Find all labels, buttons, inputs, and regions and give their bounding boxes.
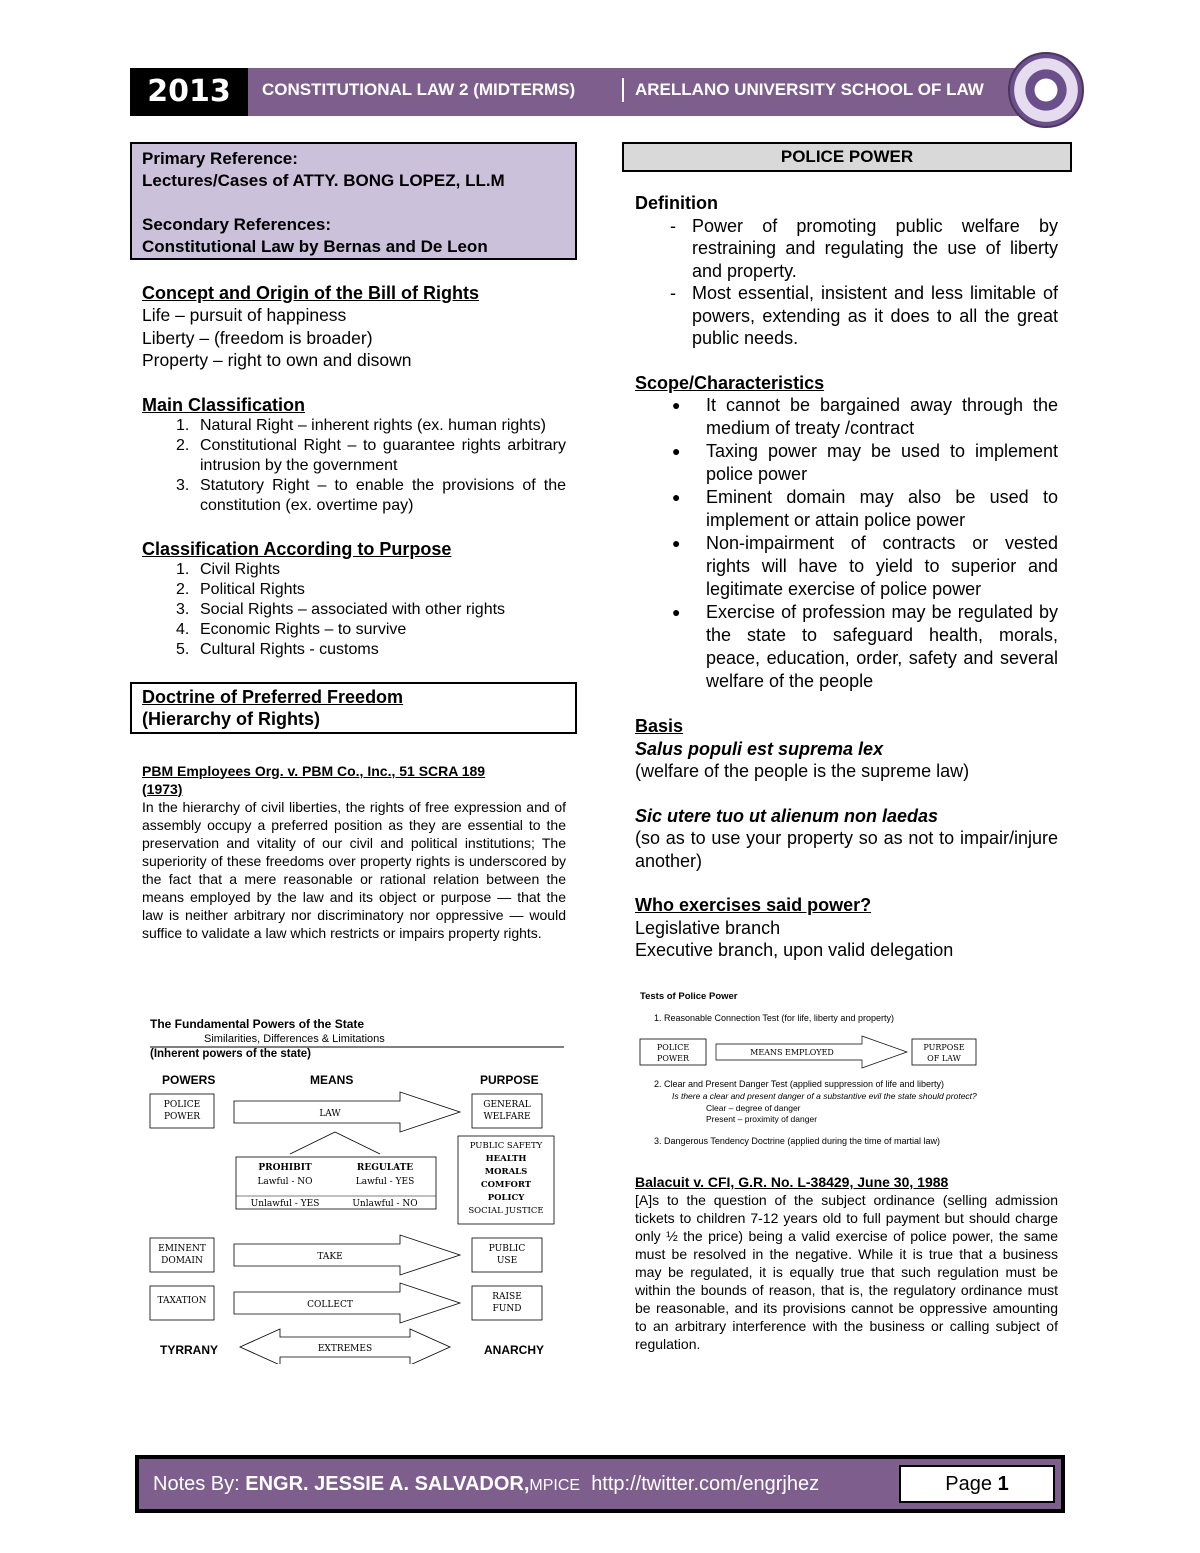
author-suffix: MPICE: [529, 1477, 581, 1494]
col-means: MEANS: [310, 1073, 354, 1087]
list-item: 5. Cultural Rights - customs: [176, 640, 379, 658]
list-item: 3. Social Rights – associated with other rights: [176, 600, 506, 618]
secondary-reference-value: Constitutional Law by Bernas and De Leon: [142, 237, 488, 256]
list-item: 3. Statutory Right – to enable the provisions of the constitution (ex. overtime pay): [176, 476, 566, 514]
primary-reference-value: Lectures/Cases of ATTY. BONG LOPEZ, LL.M: [142, 171, 505, 190]
list-item: - Power of promoting public welfare by restraining and regulating the use of liberty and property.: [670, 215, 1058, 281]
tests-means: MEANS EMPLOYED: [750, 1048, 834, 1057]
tests-police-2: POWER: [656, 1054, 690, 1063]
col-powers: POWERS: [162, 1073, 216, 1087]
diagram-title: The Fundamental Powers of the State: [150, 1017, 365, 1031]
concept-line: Liberty – (freedom is broader): [142, 327, 373, 348]
main-classification-title: Main Classification: [142, 394, 306, 415]
tests-purpose-1: PURPOSE: [923, 1043, 965, 1052]
pbm-case: [130, 762, 580, 942]
notes-by-label: Notes By:: [153, 1473, 246, 1495]
twitter-link[interactable]: http://twitter.com/engrjhez: [591, 1473, 820, 1495]
doctrine-title: Doctrine of Preferred Freedom: [142, 686, 404, 707]
tests-police-1: POLICE: [656, 1043, 690, 1052]
col-purpose: PURPOSE: [480, 1073, 539, 1087]
definition-title: Definition: [635, 193, 718, 213]
test-2: 2. Clear and Present Danger Test (applied suppression of life and liberty): [654, 1079, 944, 1089]
page-number-box: [899, 1465, 1055, 1503]
definition-list: [622, 215, 1072, 350]
tests-purpose-2: OF LAW: [927, 1054, 961, 1063]
footer-bar: [139, 1459, 1061, 1509]
general-label-1: GENERAL: [483, 1100, 531, 1110]
basis-title: Basis: [635, 716, 684, 736]
purpose-classification-list: [130, 560, 580, 660]
tests-diagram: [622, 984, 1072, 1164]
page-number: 1: [997, 1473, 1009, 1495]
police-label-1: POLICE: [163, 1100, 201, 1110]
maxim-1-meaning: (welfare of the people is the supreme law): [635, 761, 970, 781]
test-3: 3. Dangerous Tendency Doctrine (applied during the time of martial law): [654, 1136, 940, 1146]
prohibit-lawful: Lawful - NO: [257, 1177, 313, 1187]
taxation-label: TAXATION: [157, 1296, 207, 1306]
list-item: 1. Civil Rights: [176, 560, 281, 578]
case-title: PBM Employees Org. v. PBM Co., Inc., 51 SCRA 189: [142, 762, 486, 779]
list-item: ● Non-impairment of contracts or vested rights will have to yield to superior and legitimate exercise of police power: [672, 533, 1058, 599]
test-1: 1. Reasonable Connection Test (for life, liberty and property): [654, 1013, 894, 1023]
header-separator: [622, 78, 624, 102]
diagram-subtitle: Similarities, Differences & Limitations: [204, 1033, 385, 1045]
raise-label-2: FUND: [492, 1304, 522, 1314]
concept-line: Property – right to own and disown: [142, 350, 412, 370]
header-course: CONSTITUTIONAL LAW 2 (MIDTERMS): [262, 80, 576, 99]
list-item: 2. Constitutional Right – to guarantee rights arbitrary intrusion by the government: [176, 436, 566, 474]
list-item: ● It cannot be bargained away through the medium of treaty /contract: [672, 395, 1058, 438]
extremes-label: EXTREMES: [317, 1344, 373, 1354]
concept-line: Life – pursuit of happiness: [142, 305, 347, 325]
police-label-2: POWER: [163, 1112, 201, 1122]
list-item: 2. Political Rights: [176, 580, 305, 598]
balacuit-case: [622, 1173, 1072, 1353]
tyranny-label: TYRRANY: [160, 1343, 219, 1357]
doctrine-subtitle: (Hierarchy of Rights): [142, 708, 321, 729]
purpose-item: MORALS: [484, 1167, 528, 1177]
law-arrow: [234, 1092, 460, 1132]
list-item: 1. Natural Right – inherent rights (ex. human rights): [176, 416, 546, 434]
scope-list: [622, 394, 1072, 693]
maxim-1: Salus populi est suprema lex: [635, 738, 884, 759]
raise-label-1: RAISE: [492, 1292, 522, 1302]
eminent-label-2: DOMAIN: [161, 1256, 203, 1266]
list-item: 4. Economic Rights – to survive: [176, 620, 407, 638]
doctrine-box: [130, 682, 577, 734]
police-power-box: POLICE POWER: [622, 142, 1072, 172]
maxim-2: Sic utere tuo ut alienum non laedas: [635, 805, 939, 826]
list-item: ● Taxing power may be used to implement police power: [672, 441, 1058, 484]
right-column: [622, 142, 1072, 1352]
maxim-2-meaning: (so as to use your property so as not to impair/injure another): [635, 828, 1058, 871]
purpose-item: PUBLIC SAFETY: [469, 1141, 543, 1151]
case-title: Balacuit v. CFI, G.R. No. L-38429, June 30, 1988: [635, 1174, 949, 1190]
who-title: Who exercises said power?: [635, 895, 872, 915]
who-line: Legislative branch: [635, 917, 781, 938]
collect-label: COLLECT: [307, 1300, 353, 1310]
public-label-2: USE: [496, 1256, 518, 1266]
left-column: [130, 142, 580, 1357]
list-item: ● Exercise of profession may be regulated by the state to safeguard health, morals, peace, education, order, safety and several welfare of the people: [672, 602, 1058, 691]
page-footer: [135, 1455, 1065, 1513]
regulate-unlawful: Unlawful - NO: [352, 1199, 418, 1209]
concept-title: Concept and Origin of the Bill of Rights: [142, 283, 479, 303]
tests-title: Tests of Police Power: [640, 991, 738, 1002]
who-line: Executive branch, upon valid delegation: [635, 940, 954, 960]
fundamental-powers-diagram: [130, 1014, 580, 1364]
case-body: [A]s to the question of the subject ordinance (selling admission tickets to children 7-12 years old to full payment but should charge only ½ the price) being a valid exercise of police power, the same must be resolved in the negative. While it is true that a business may be regulated, it is equally true that such regulation must be within the bounds of reason, that is, the regulatory ordinance must be reasonable, and its provisions cannot be oppressive amounting to an arbitrary interference with the business or calling subject of regulation.: [635, 1192, 1058, 1352]
main-classification-list: [130, 416, 580, 516]
references-box: [130, 142, 577, 260]
prohibit-label: PROHIBIT: [258, 1163, 312, 1173]
purpose-item: SOCIAL JUSTICE: [468, 1206, 544, 1216]
author-name: ENGR. JESSIE A. SALVADOR,: [245, 1473, 530, 1495]
general-label-2: WELFARE: [483, 1112, 531, 1122]
test-2-question: Is there a clear and present danger of a substantive evil the state should protect?: [672, 1091, 977, 1101]
test-2-clear: Clear – degree of danger: [706, 1103, 801, 1113]
anarchy-label: ANARCHY: [484, 1343, 544, 1357]
scope-title: Scope/Characteristics: [635, 372, 825, 393]
list-item: ● Eminent domain may also be used to implement or attain police power: [672, 487, 1058, 530]
case-body: In the hierarchy of civil liberties, the rights of free expression and of assembly occupy a preferred position as they are essential to the preservation and vitality of our civil and political institutions; The superiority of these freedoms over property rights is underscored by the fact that a mere reasonable or rational relation between the means employed by the law and its object or purpose — that the law is neither arbitrary nor discriminatory nor oppressive — would suffice to validate a law which restricts or impairs property rights.: [142, 798, 566, 941]
prohibit-unlawful: Unlawful - YES: [250, 1199, 320, 1209]
purpose-classification-title: Classification According to Purpose: [142, 538, 452, 559]
eminent-label-1: EMINENT: [158, 1244, 206, 1254]
school-seal-logo: [1008, 52, 1084, 128]
regulate-label: REGULATE: [356, 1163, 414, 1173]
purpose-item: COMFORT: [480, 1180, 532, 1190]
list-item: - Most essential, insistent and less limitable of powers, extending as it does to all the great public needs.: [670, 283, 1058, 348]
take-label: TAKE: [317, 1252, 343, 1262]
regulate-lawful: Lawful - YES: [355, 1177, 415, 1187]
page-header: [130, 68, 1070, 116]
take-arrow: [234, 1235, 460, 1275]
law-label: LAW: [319, 1109, 341, 1119]
header-year: 2013: [130, 68, 248, 116]
footer-credits: [153, 1459, 819, 1511]
public-label-1: PUBLIC: [488, 1244, 526, 1254]
page-label: Page: [945, 1473, 998, 1495]
test-2-present: Present – proximity of danger: [706, 1114, 818, 1124]
diagram-inherent: (Inherent powers of the state): [150, 1048, 312, 1060]
case-year: (1973): [142, 780, 183, 797]
primary-reference-label: Primary Reference:: [142, 149, 298, 168]
header-school: ARELLANO UNIVERSITY SCHOOL OF LAW: [635, 80, 984, 99]
purpose-item: POLICY: [487, 1193, 525, 1203]
secondary-reference-label: Secondary References:: [142, 215, 331, 234]
purpose-item: HEALTH: [485, 1154, 527, 1164]
